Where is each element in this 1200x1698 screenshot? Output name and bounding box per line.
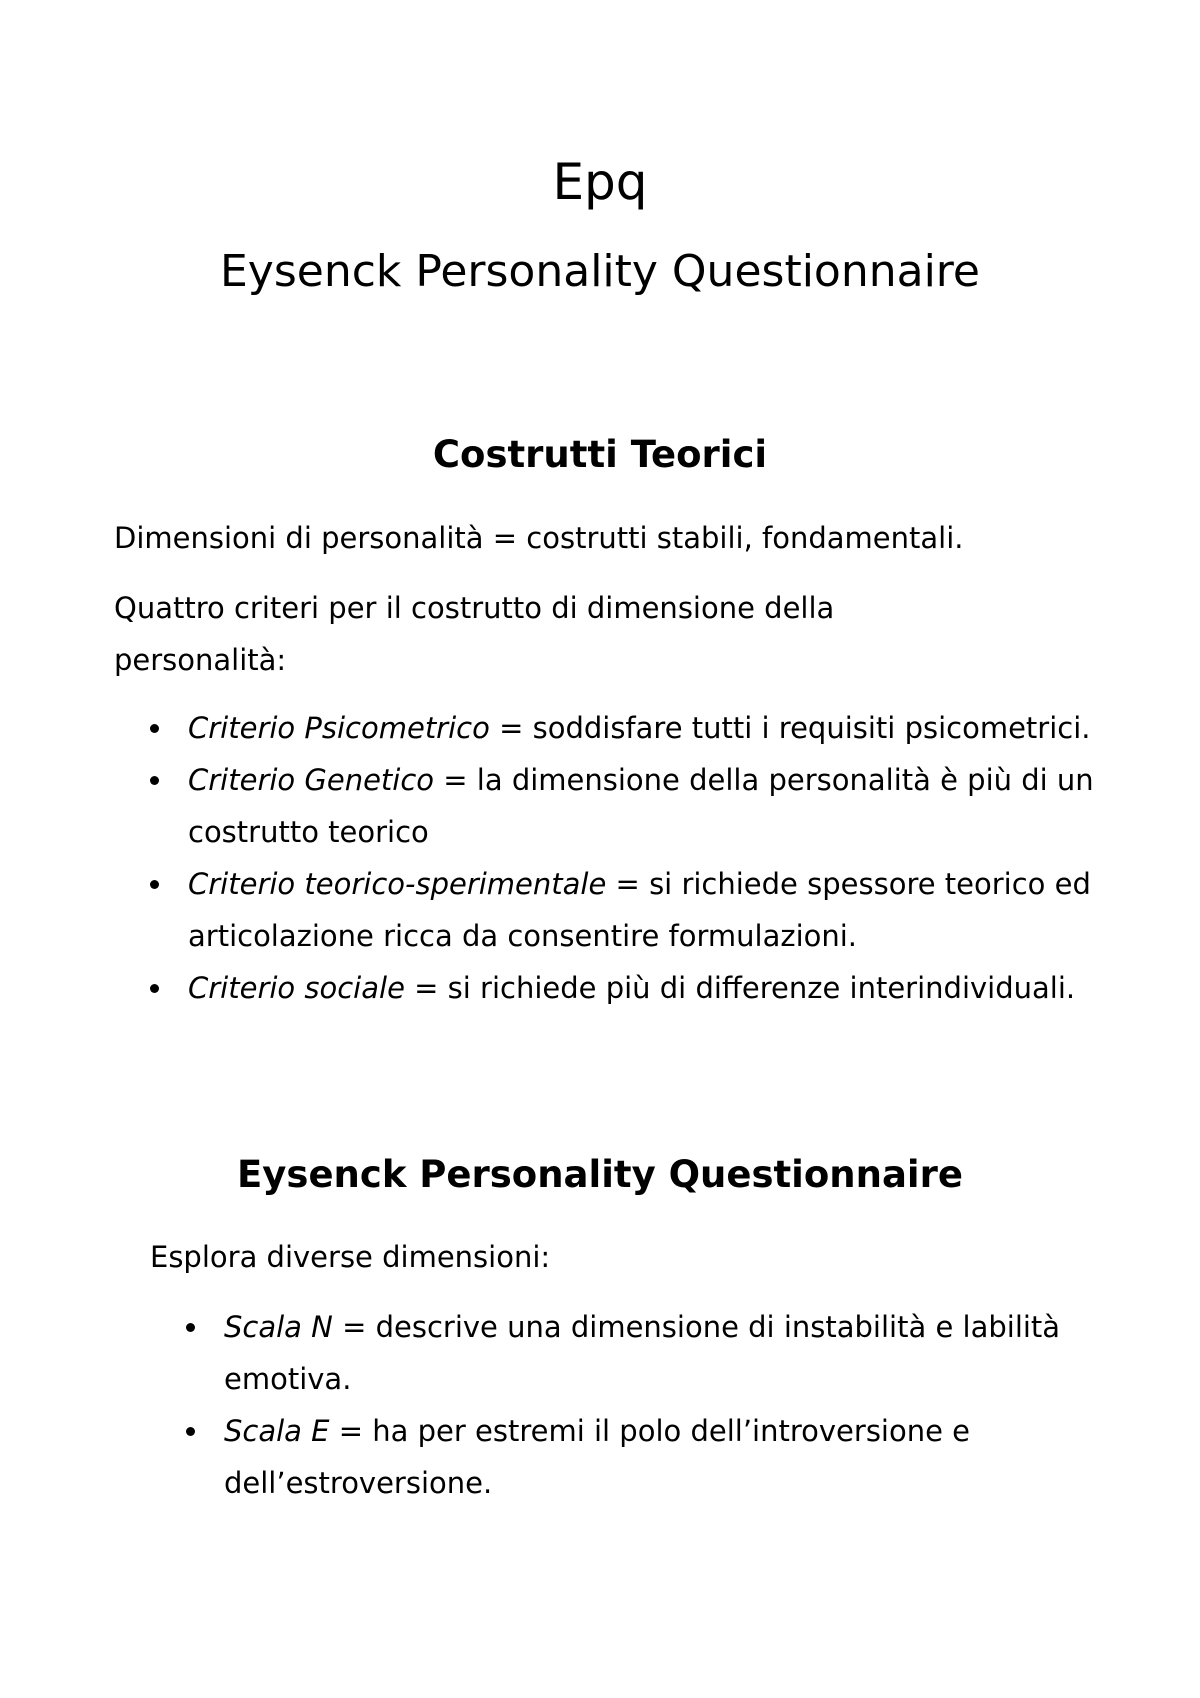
list-item (150, 962, 1100, 1014)
scales-list (186, 1301, 1086, 1509)
list-item (150, 858, 1100, 962)
list-item-term: Scala N (224, 1310, 333, 1344)
list-item-text: = si richiede spessore teorico ed articolazione ricca da consentire formulazioni. (188, 867, 1091, 953)
bullet-icon (150, 984, 159, 993)
bullet-icon (150, 776, 159, 785)
list-item-term: Scala E (224, 1414, 330, 1448)
paragraph-esplora: Esplora diverse dimensioni: (150, 1240, 551, 1274)
bullet-icon (150, 880, 159, 889)
list-item (186, 1301, 1086, 1405)
list-item-term: Criterio sociale (188, 971, 405, 1005)
bullet-icon (186, 1323, 195, 1332)
criteria-list (150, 702, 1100, 1014)
bullet-icon (186, 1427, 195, 1436)
list-item (150, 754, 1100, 858)
section-heading-costrutti: Costrutti Teorici (432, 433, 768, 476)
list-item-text: = si richiede più di differenze interindividuali. (404, 971, 1076, 1005)
list-item (150, 702, 1100, 754)
list-item-text: = descrive una dimensione di instabilità e labilità emotiva. (224, 1310, 1061, 1396)
list-item-text: = la dimensione della personalità è più di un costrutto teorico (188, 763, 1094, 849)
section-heading-epq: Eysenck Personality Questionnaire (237, 1153, 963, 1196)
paragraph-dimensioni: Dimensioni di personalità = costrutti stabili, fondamentali. (114, 521, 964, 555)
document-subtitle: Eysenck Personality Questionnaire (220, 246, 980, 297)
list-item (186, 1405, 1086, 1509)
list-item-text: = ha per estremi il polo dell’introversione e dell’estroversione. (224, 1414, 971, 1500)
list-item-term: Criterio teorico-sperimentale (188, 867, 607, 901)
list-item-term: Criterio Psicometrico (188, 711, 490, 745)
list-item-term: Criterio Genetico (188, 763, 435, 797)
paragraph-criteri: Quattro criteri per il costrutto di dimensione della personalità: (114, 591, 835, 677)
list-item-text: = soddisfare tutti i requisiti psicometrici. (489, 711, 1091, 745)
bullet-icon (150, 724, 159, 733)
document-title: Epq (552, 153, 648, 211)
